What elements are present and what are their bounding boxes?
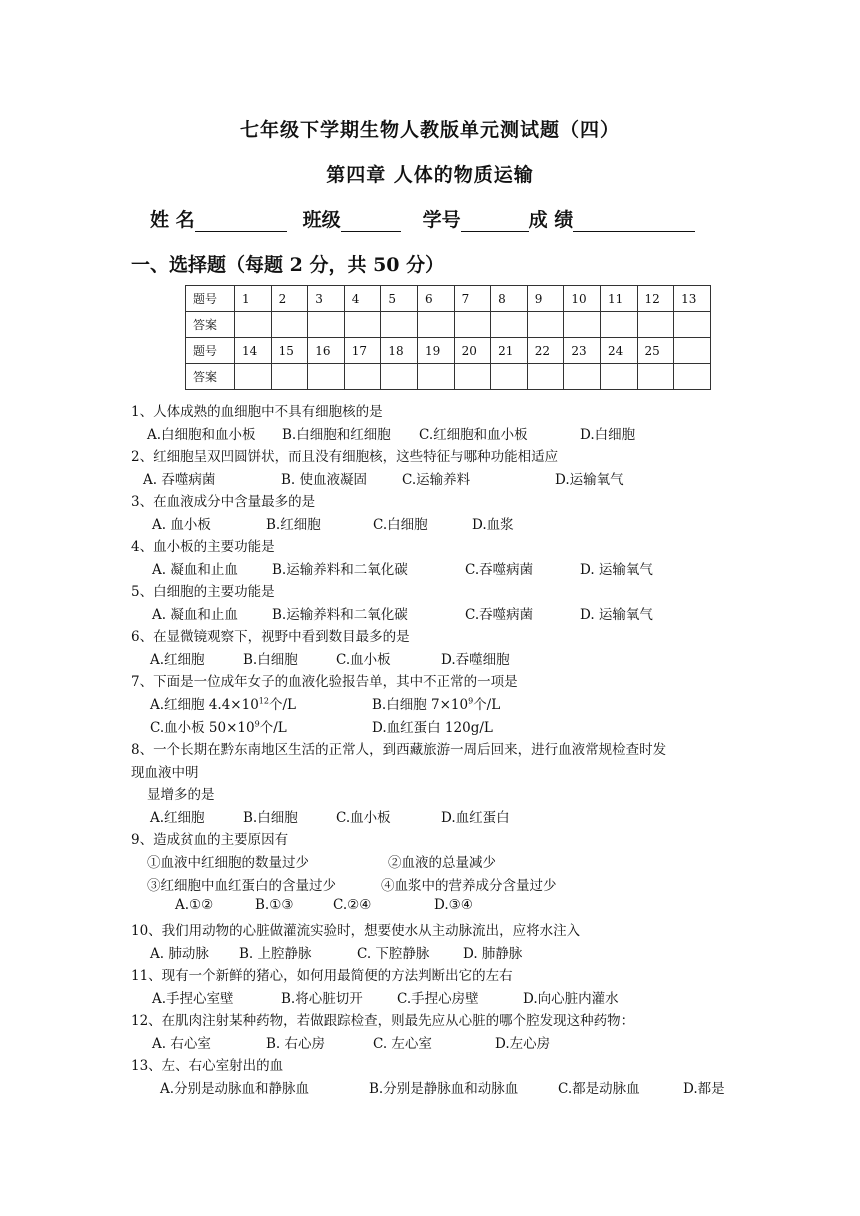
question-number-cell: 3 <box>308 286 345 312</box>
question-number-cell: 14 <box>235 338 272 364</box>
answer-cell[interactable] <box>600 312 637 338</box>
answer-cell[interactable] <box>308 364 345 390</box>
option: C.手捏心房壁 <box>397 991 479 1007</box>
question-number-cell: 16 <box>308 338 345 364</box>
question-number-cell: 2 <box>271 286 308 312</box>
question-3: 3、在血液成分中含量最多的是 <box>131 494 316 510</box>
option: C.吞噬病菌 <box>465 607 534 623</box>
question-12: 12、在肌肉注射某种药物，若做跟踪检查，则最先应从心脏的哪个腔发现这种药物： <box>131 1013 635 1029</box>
table-row <box>186 286 711 312</box>
option: C.②④ <box>333 897 372 913</box>
score-label: 成 绩 <box>528 209 574 231</box>
option: A.①② <box>175 897 214 913</box>
answer-cell[interactable] <box>491 364 528 390</box>
section-heading: 一、选择题（每题 2 分，共 50 分） <box>131 254 445 276</box>
option: B.分别是静脉血和动脉血 <box>369 1081 519 1097</box>
option: A.红细胞 <box>150 810 205 826</box>
number-blank[interactable] <box>461 211 529 232</box>
option-unit: 个/L <box>259 720 287 736</box>
option: B. 上腔静脉 <box>239 946 312 962</box>
question-number-cell: 1 <box>235 286 272 312</box>
answer-cell[interactable] <box>527 312 564 338</box>
score-blank[interactable] <box>573 211 695 232</box>
question-number-cell: 25 <box>637 338 674 364</box>
question-6: 6、在显微镜观察下，视野中看到数目最多的是 <box>131 629 410 645</box>
question-number-cell: 23 <box>564 338 601 364</box>
answer-cell[interactable] <box>271 364 308 390</box>
option-text: C.血小板 50×10 <box>150 720 255 736</box>
option: D.都是 <box>683 1081 725 1097</box>
question-4: 4、血小板的主要功能是 <box>131 539 275 555</box>
question-number-cell: 10 <box>564 286 601 312</box>
option-unit: 个/L <box>268 697 296 713</box>
option: D.血红蛋白 120g/L <box>372 720 493 736</box>
option: A.分别是动脉血和静脉血 <box>160 1081 310 1097</box>
option: B. 使血液凝固 <box>281 472 368 488</box>
option: B.白细胞 <box>243 810 298 826</box>
option: B.①③ <box>255 897 294 913</box>
question-2: 2、红细胞呈双凹圆饼状，而且没有细胞核，这些特征与哪种功能相适应 <box>131 449 559 465</box>
question-7: 7、下面是一位成年女子的血液化验报告单，其中不正常的一项是 <box>131 674 518 690</box>
question-number-cell: 20 <box>454 338 491 364</box>
option: D. 运输氧气 <box>580 562 653 578</box>
statement: ①血液中红细胞的数量过少 <box>147 855 309 871</box>
option: C.血小板 <box>336 652 391 668</box>
answer-cell[interactable] <box>235 312 272 338</box>
question-number-cell: 13 <box>674 286 711 312</box>
option: C.吞噬病菌 <box>465 562 534 578</box>
option <box>150 693 296 713</box>
question-number-cell: 4 <box>344 286 381 312</box>
option: D.血浆 <box>472 517 514 533</box>
option: D. 运输氧气 <box>580 607 653 623</box>
class-blank[interactable] <box>341 211 401 232</box>
answer-cell[interactable] <box>417 312 454 338</box>
option: C.血小板 <box>336 810 391 826</box>
option: B.白细胞 <box>243 652 298 668</box>
option: C. 左心室 <box>373 1036 432 1052</box>
option: A. 凝血和止血 <box>152 607 238 623</box>
question-10: 10、我们用动物的心脏做灌流实验时，想要使水从主动脉流出，应将水注入 <box>131 923 581 939</box>
statement: ④血浆中的营养成分含量过少 <box>381 878 557 894</box>
option: A. 凝血和止血 <box>152 562 238 578</box>
option: C.都是动脉血 <box>558 1081 640 1097</box>
answer-cell[interactable] <box>381 312 418 338</box>
answer-cell[interactable] <box>308 312 345 338</box>
option-text: B.白细胞 7×10 <box>372 697 469 713</box>
option: A. 右心室 <box>152 1036 211 1052</box>
option <box>372 693 500 713</box>
chapter-subtitle: 第四章 人体的物质运输 <box>326 164 534 186</box>
question-number-cell: 9 <box>527 286 564 312</box>
answer-cell[interactable] <box>674 364 711 390</box>
question-number-cell <box>674 338 711 364</box>
name-blank[interactable] <box>195 211 287 232</box>
answer-cell[interactable] <box>454 364 491 390</box>
option: A.白细胞和血小板 <box>147 427 256 443</box>
table-row <box>186 312 711 338</box>
question-number-cell: 15 <box>271 338 308 364</box>
option: C.运输养料 <box>402 472 471 488</box>
option <box>150 716 287 736</box>
number-label: 学号 <box>422 209 461 231</box>
exponent: 12 <box>258 696 269 706</box>
table-row <box>186 338 711 364</box>
question-number-cell: 18 <box>381 338 418 364</box>
answer-cell[interactable] <box>637 364 674 390</box>
exponent: 9 <box>254 719 260 729</box>
row-label-question: 题号 <box>186 338 235 364</box>
class-label: 班级 <box>302 209 341 231</box>
option: A.红细胞 <box>150 652 205 668</box>
question-number-cell: 6 <box>417 286 454 312</box>
answer-cell[interactable] <box>417 364 454 390</box>
student-info-line <box>150 205 695 232</box>
option: D.左心房 <box>495 1036 551 1052</box>
option: D.吞噬细胞 <box>441 652 510 668</box>
row-label-answer: 答案 <box>186 312 235 338</box>
answer-table <box>185 285 711 390</box>
table-row <box>186 364 711 390</box>
question-8-cont: 现血液中明 <box>131 765 199 781</box>
option: A. 血小板 <box>152 517 211 533</box>
answer-cell[interactable] <box>344 312 381 338</box>
statement: ②血液的总量减少 <box>388 855 496 871</box>
statement: ③红细胞中血红蛋白的含量过少 <box>147 878 336 894</box>
option-unit: 个/L <box>473 697 501 713</box>
question-number-cell: 5 <box>381 286 418 312</box>
question-number-cell: 17 <box>344 338 381 364</box>
option: B.运输养料和二氧化碳 <box>272 607 408 623</box>
option: A.手捏心室壁 <box>152 991 234 1007</box>
answer-cell[interactable] <box>637 312 674 338</box>
question-number-cell: 12 <box>637 286 674 312</box>
question-13: 13、左、右心室射出的血 <box>131 1058 284 1074</box>
option: C.红细胞和血小板 <box>419 427 528 443</box>
page-title: 七年级下学期生物人教版单元测试题（四） <box>239 119 620 141</box>
option: D.白细胞 <box>580 427 636 443</box>
row-label-answer: 答案 <box>186 364 235 390</box>
question-number-cell: 11 <box>600 286 637 312</box>
question-8-cont: 显增多的是 <box>147 787 215 803</box>
answer-cell[interactable] <box>235 364 272 390</box>
option: B. 右心房 <box>266 1036 326 1052</box>
option: A. 吞噬病菌 <box>143 472 216 488</box>
question-number-cell: 22 <box>527 338 564 364</box>
question-number-cell: 24 <box>600 338 637 364</box>
option: B.运输养料和二氧化碳 <box>272 562 408 578</box>
answer-cell[interactable] <box>344 364 381 390</box>
answer-cell[interactable] <box>381 364 418 390</box>
option: A. 肺动脉 <box>150 946 209 962</box>
question-11: 11、现有一个新鲜的猪心，如何用最简便的方法判断出它的左右 <box>131 968 513 984</box>
question-9: 9、造成贫血的主要原因有 <box>131 832 289 848</box>
option: D.运输氧气 <box>555 472 624 488</box>
option: D.③④ <box>434 897 473 913</box>
option-text: A.红细胞 4.4×10 <box>150 697 259 713</box>
row-label-question: 题号 <box>186 286 235 312</box>
option: D.向心脏内灌水 <box>523 991 619 1007</box>
option: D.血红蛋白 <box>441 810 510 826</box>
answer-cell[interactable] <box>564 312 601 338</box>
answer-cell[interactable] <box>527 364 564 390</box>
option: C. 下腔静脉 <box>357 946 430 962</box>
question-number-cell: 19 <box>417 338 454 364</box>
name-label: 姓 名 <box>150 209 195 231</box>
answer-cell[interactable] <box>564 364 601 390</box>
exponent: 9 <box>468 696 474 706</box>
answer-cell[interactable] <box>674 312 711 338</box>
answer-cell[interactable] <box>600 364 637 390</box>
answer-cell[interactable] <box>271 312 308 338</box>
question-1: 1、人体成熟的血细胞中不具有细胞核的是 <box>131 404 383 420</box>
option: B.白细胞和红细胞 <box>282 427 391 443</box>
answer-cell[interactable] <box>454 312 491 338</box>
question-number-cell: 7 <box>454 286 491 312</box>
option: C.白细胞 <box>373 517 428 533</box>
question-5: 5、白细胞的主要功能是 <box>131 584 275 600</box>
question-number-cell: 21 <box>491 338 528 364</box>
answer-cell[interactable] <box>491 312 528 338</box>
question-8: 8、一个长期在黔东南地区生活的正常人，到西藏旅游一周后回来，进行血液常规检查时发 <box>131 742 667 758</box>
question-number-cell: 8 <box>491 286 528 312</box>
option: B.红细胞 <box>266 517 321 533</box>
option: B.将心脏切开 <box>281 991 363 1007</box>
option: D. 肺静脉 <box>463 946 523 962</box>
